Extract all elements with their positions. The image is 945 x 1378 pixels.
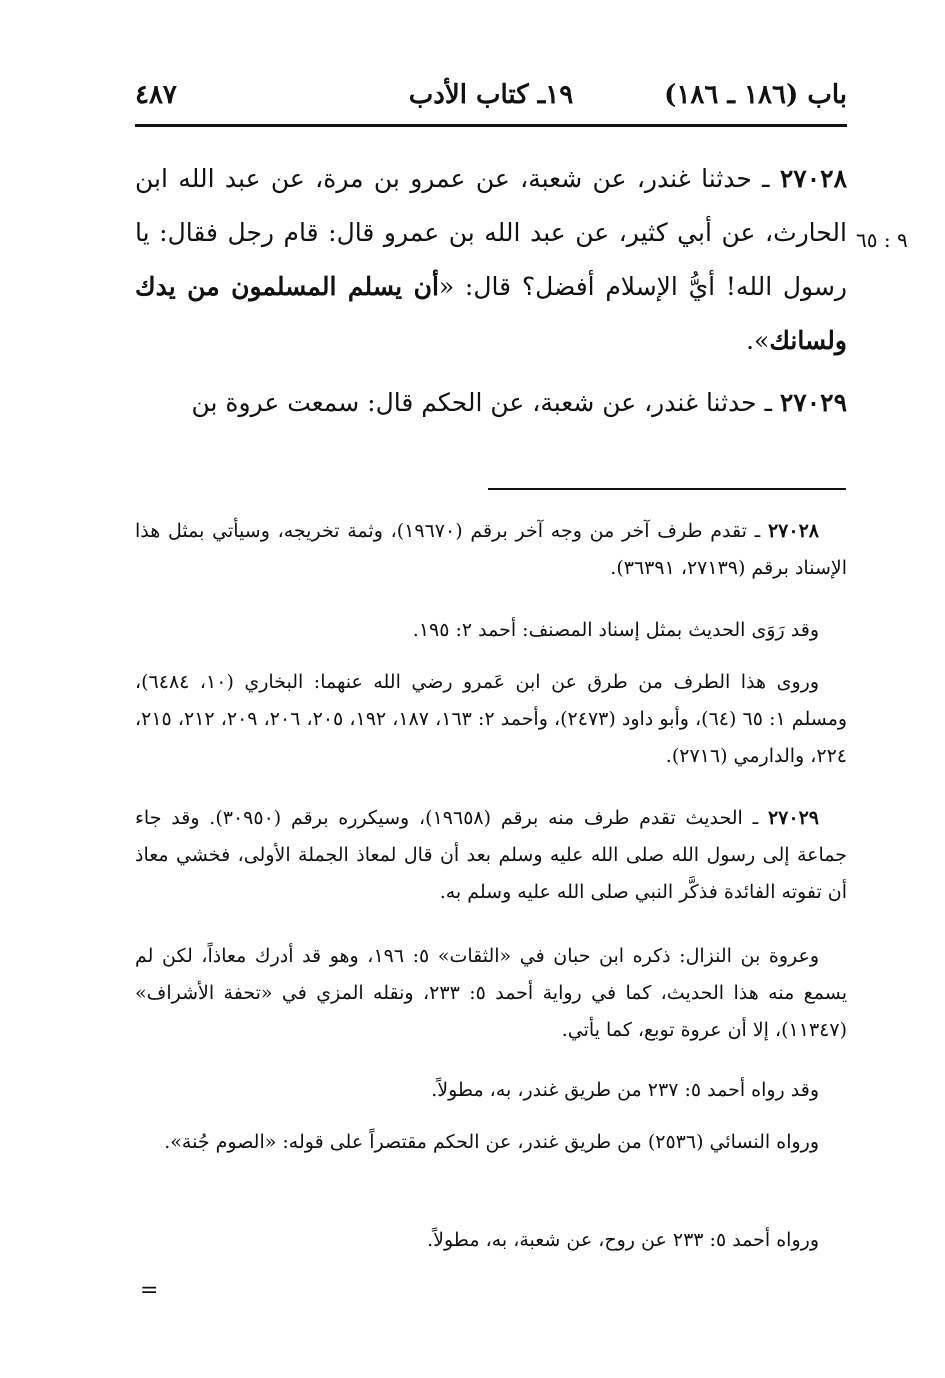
footnote-separator: [488, 488, 846, 490]
footnote-text: ـ الحديث تقدم طرف منه برقم (١٩٦٥٨)، وسيكرره برقم (٣٠٩٥٠). وقد جاء جماعة إلى رسول الله صلى الله عليه وسلم بعد أن قال لمعاذ الجملة الأولى، فخشي معاذ أن تفوته الفائدة فذكَّر النبي صلى الله عليه وسلم به.: [135, 807, 847, 903]
hadith-isnad: ـ حدثنا غندر، عن شعبة، عن الحكم قال: سمعت عروة بن: [191, 388, 780, 417]
hadith-number: ٢٧٠٢٩: [779, 388, 847, 417]
footnote-paragraph: وعروة بن النزال: ذكره ابن حبان في «الثقات» ٥: ١٩٦، وهو قد أدرك معاذاً، لكن لم يسمع منه هذا الحديث، كما في رواية أحمد ٥: ٢٣٣، ونقله المزي في «تحفة الأشراف» (١١٣٤٧)، إلا أن عروة توبع، كما يأتي.: [135, 945, 847, 1041]
page-number: ٤٨٧: [135, 80, 177, 110]
hadith-paragraph: [135, 152, 847, 368]
continuation-mark: =: [140, 1278, 159, 1303]
footnote-paragraph: وروى هذا الطرف من طرق عن ابن عَمرو رضي الله عنهما: البخاري (١٠، ٦٤٨٤)، ومسلم ١: ٦٥ (٦٤)، وأبو داود (٢٤٧٣)، وأحمد ٢: ١٦٣، ١٨٧، ١٩٢، ٢٠٥، ٢٠٦، ٢٠٩، ٢١٢، ٢١٥، ٢٢٤، والدارمي (٢٧١٦).: [135, 671, 848, 767]
footnote-paragraph: وقد رَوَى الحديث بمثل إسناد المصنف: أحمد ٢: ١٩٥.: [412, 619, 819, 641]
hadith-number: ٢٧٠٢٨: [779, 164, 847, 193]
hadith-paragraph: [135, 376, 847, 430]
footnote: [135, 1222, 847, 1259]
footnote-paragraph: [135, 513, 847, 587]
footnote-number: ٢٧٠٢٨: [767, 520, 819, 542]
hadith-27028: [135, 152, 847, 368]
book-title: ١٩ـ كتاب الأدب: [408, 80, 574, 110]
footnote-paragraph: وقد رواه أحمد ٥: ٢٣٧ من طريق غندر، به، مطولاً.: [431, 1079, 819, 1101]
running-header: [135, 80, 847, 120]
header-rule: [135, 124, 847, 127]
footnote: [135, 1072, 847, 1109]
hadith-27029: [135, 376, 847, 430]
hadith-isnad: ـ حدثنا غندر، عن شعبة، عن عمرو بن مرة، عن عبد الله ابن الحارث، عن أبي كثير، عن عبد الله بن عمرو قال: قام رجل فقال: يا رسول الله! أيُّ الإسلام أفضل؟ قال: «: [135, 164, 847, 301]
footnote-paragraph: [135, 800, 847, 911]
footnote-text: ـ تقدم طرف آخر من وجه آخر برقم (١٩٦٧٠)، وثمة تخريجه، وسيأتي بمثل هذا الإسناد برقم (٢٧١٣٩، ٣٦٣٩١).: [135, 520, 847, 579]
footnote: [135, 513, 847, 587]
hadith-end: ».: [746, 326, 770, 355]
chapter-heading: باب (١٨٦ ـ ١٨٦): [664, 80, 847, 110]
footnote-number: ٢٧٠٢٩: [767, 807, 819, 829]
footnote: [135, 612, 847, 649]
footnote: [135, 938, 847, 1049]
footnote: [135, 800, 847, 911]
margin-reference: ٩ : ٦٥: [856, 228, 908, 252]
footnote-paragraph: ورواه النسائي (٢٥٣٦) من طريق غندر، عن الحكم مقتصراً على قوله: «الصوم جُنة».: [164, 1131, 819, 1153]
footnote: [135, 1124, 847, 1161]
footnote-paragraph: ورواه أحمد ٥: ٢٣٣ عن روح، عن شعبة، به، مطولاً.: [427, 1229, 819, 1251]
footnote: [135, 664, 847, 775]
hadith-matn: أن يسلم المسلمون من يدك ولسانك: [135, 272, 847, 355]
